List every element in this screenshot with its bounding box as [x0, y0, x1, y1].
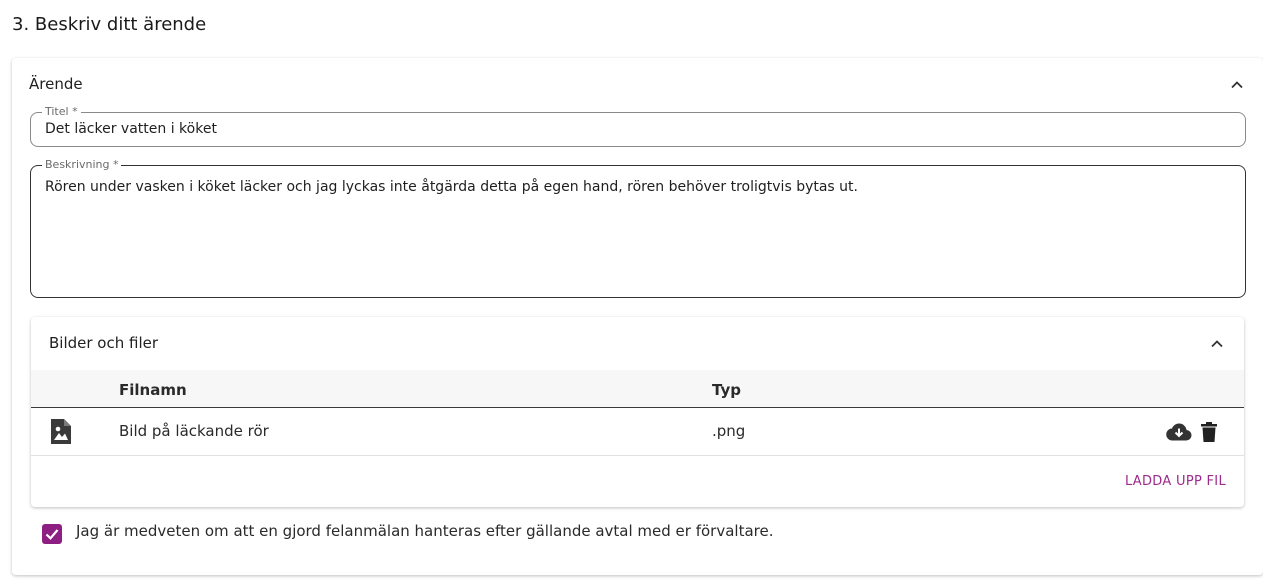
case-header: Ärende [29, 75, 83, 93]
table-row [31, 408, 1244, 456]
cloud-download-icon[interactable] [1166, 422, 1192, 442]
consent-label: Jag är medveten om att en gjord felanmälan hanteras efter gällande avtal med er förvaltare. [76, 522, 774, 540]
file-type-cell: .png [712, 422, 746, 440]
section-title: 3. Beskriv ditt ärende [12, 14, 207, 35]
checkmark-icon [44, 526, 60, 542]
description-textarea[interactable] [30, 158, 1246, 298]
description-field-value: Rören under vasken i köket läcker och jag lyckas inte åtgärda detta på egen hand, rören behöver troligtvis bytas ut. [45, 179, 858, 195]
trash-icon[interactable] [1199, 420, 1219, 444]
files-table-header [31, 370, 1244, 408]
files-header: Bilder och filer [49, 334, 159, 352]
title-field-label: Titel * [42, 105, 81, 119]
title-field-value: Det läcker vatten i köket [45, 121, 217, 137]
column-header-type: Typ [712, 381, 741, 399]
case-card [12, 58, 1263, 575]
title-field[interactable] [30, 105, 1246, 147]
description-field-label: Beskrivning * [42, 158, 121, 172]
upload-file-button[interactable]: LADDA UPP FIL [1124, 474, 1226, 489]
collapse-files-chevron-up-icon[interactable] [1209, 336, 1225, 352]
file-name-cell: Bild på läckande rör [119, 422, 269, 440]
column-header-filename: Filnamn [119, 381, 187, 399]
consent-checkbox[interactable] [42, 524, 62, 544]
files-panel [31, 317, 1244, 507]
collapse-case-chevron-up-icon[interactable] [1229, 77, 1245, 93]
image-file-icon [50, 418, 72, 445]
